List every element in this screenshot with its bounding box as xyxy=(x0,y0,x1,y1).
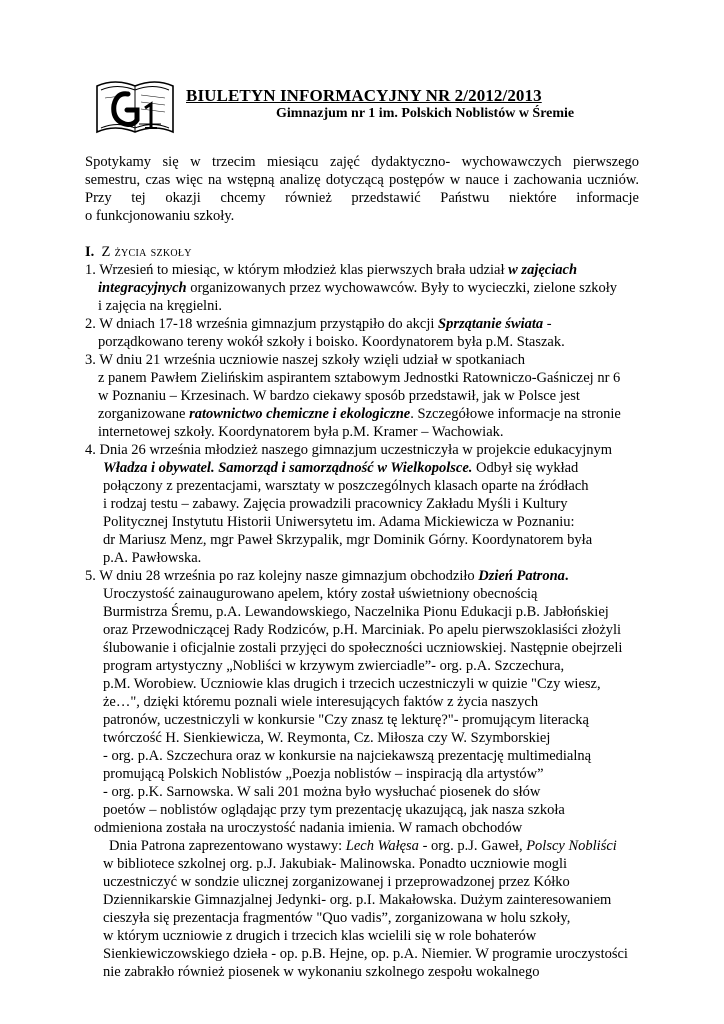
intro-line: Spotykamy się w trzecim miesiącu zajęć dydaktyczno- wychowawczych pierwszego xyxy=(85,154,639,170)
item-text: połączony z prezentacjami, warsztaty w poszczególnych klasach oparte na źródłach xyxy=(103,478,589,494)
item-emphasis: integracyjnych xyxy=(98,280,187,296)
item-text: poetów – noblistów oglądając przy tym prezentację ukazującą, jak nasza szkoła xyxy=(103,802,565,818)
item-emphasis: Lech Wałęsa xyxy=(345,838,419,854)
item-emphasis: Polscy Nobliści xyxy=(526,838,617,854)
intro-line: Przy tej okazji chcemy również przedstawić Państwu niektóre informacje xyxy=(85,190,639,206)
news-list xyxy=(85,261,645,981)
intro-line: semestru, czas więc na wstępną analizę dotyczącą postępów w nauce i zachowania uczniów. xyxy=(85,172,639,188)
item-text: oraz Przewodniczącej Rady Rodziców, p.H. Marciniak. Po apelu pierwszoklasiści złożyli xyxy=(103,622,622,638)
item-text: . Szczegółowe informacje na stronie xyxy=(410,406,621,422)
item-text: p.M. Worobiew. Uczniowie klas drugich i trzecich uczestniczyli w quizie "Czy wiesz, xyxy=(103,676,601,692)
item-text: dr Mariusz Menz, mgr Paweł Skrzypalik, mgr Dominik Górny. Koordynatorem była xyxy=(103,532,593,548)
item-text: 2. W dniach 17-18 września gimnazjum przystąpiło do akcji xyxy=(85,316,439,332)
list-item xyxy=(85,315,645,351)
section-title: Z życia szkoły xyxy=(101,244,192,260)
school-name: Gimnazjum nr 1 im. Polskich Noblistów w Śremie xyxy=(276,106,575,121)
item-text: zorganizowane xyxy=(98,406,190,422)
item-text: Uroczystość zainaugurowano apelem, który został uświetniony obecnością xyxy=(103,586,538,602)
section-number: I. xyxy=(85,244,95,260)
item-text: promującą Polskich Noblistów „Poezja noblistów – inspiracją dla artystów” xyxy=(103,766,544,782)
item-text: odmieniona została na uroczystość nadania imienia. W ramach obchodów xyxy=(94,820,523,836)
item-text: - xyxy=(543,316,552,332)
item-text: w Poznaniu – Krzesinach. W bardzo ciekawy sposób przedstawił, jak w Polsce jest xyxy=(98,388,580,404)
item-text: Politycznej Instytutu Historii Uniwersytetu im. Adama Mickiewicza w Poznaniu: xyxy=(103,514,575,530)
item-text: 4. Dnia 26 września młodzież naszego gimnazjum uczestniczyła w projekcie edukacyjnym xyxy=(85,442,613,458)
item-text: organizowanych przez wychowawców. Były to wycieczki, zielone szkoły xyxy=(186,280,618,296)
item-text: w którym uczniowie z drugich i trzecich klas wcielili się w role bohaterów xyxy=(103,928,537,944)
item-text: uczestniczyć w sondzie ulicznej zorganizowanej i przeprowadzonej przez Kółko xyxy=(103,874,570,890)
item-text: Burmistrza Śremu, p.A. Lewandowskiego, Naczelnika Pionu Edukacji p.B. Jabłońskiej xyxy=(103,604,609,620)
item-text: p.A. Pawłowska. xyxy=(103,550,202,566)
bulletin-title: BIULETYN INFORMACYJNY NR 2/2012/2013 xyxy=(186,86,542,105)
intro-line: o funkcjonowaniu szkoły. xyxy=(85,208,235,224)
item-text: cieszyła się prezentacja fragmentów "Quo vadis”, zorganizowana w holu szkoły, xyxy=(103,910,571,926)
item-text: i zajęcia na kręgielni. xyxy=(98,298,222,314)
list-item xyxy=(85,567,645,981)
item-text: - org. p.A. Szczechura oraz w konkursie na najciekawszą prezentację multimedialną xyxy=(103,748,592,764)
list-item xyxy=(85,261,645,315)
item-text: program artystyczny „Nobliści w krzywym zwierciadle”- org. p.A. Szczechura, xyxy=(103,658,565,674)
item-text: że…", dzięki któremu poznali wiele interesujących faktów z życia naszych xyxy=(103,694,539,710)
item-text: patronów, uczestniczyli w konkursie "Czy znasz tę lekturę?"- promującym literacką xyxy=(103,712,589,728)
item-text: Odbył się wykład xyxy=(472,460,579,476)
item-text: w bibliotece szkolnej org. p.J. Jakubiak- Malinowska. Ponadto uczniowie mogli xyxy=(103,856,568,872)
item-text: ślubowanie i oficjalnie zostali przyjęci do społeczności uczniowskiej. Następnie obejrzeli xyxy=(103,640,623,656)
item-emphasis: Dzień Patrona xyxy=(478,568,565,584)
item-text: internetowej szkoły. Koordynatorem była p.M. Kramer – Wachowiak. xyxy=(98,424,504,440)
item-text: . xyxy=(564,568,569,584)
item-text: - org. p.J. Gaweł, xyxy=(418,838,527,854)
list-item xyxy=(85,351,645,441)
section-heading xyxy=(85,243,192,261)
intro-paragraph xyxy=(85,153,639,225)
item-text: nie zabrakło również piosenek w wykonaniu szkolnego zespołu wokalnego xyxy=(103,964,540,980)
item-text: 1. Wrzesień to miesiąc, w którym młodzież klas pierwszych brała udział xyxy=(85,262,509,278)
item-text: z panem Pawłem Zielińskim aspirantem sztabowym Jednostki Ratowniczo-Gaśniczej nr 6 xyxy=(98,370,621,386)
item-text: 5. W dniu 28 września po raz kolejny nasze gimnazjum obchodziło xyxy=(85,568,479,584)
item-text: porządkowano tereny wokół szkoły i boisko. Koordynatorem była p.M. Staszak. xyxy=(98,334,565,350)
item-emphasis: ratownictwo chemiczne i ekologiczne xyxy=(189,406,411,422)
list-item xyxy=(85,441,645,567)
item-text: Dnia Patrona zaprezentowano wystawy: xyxy=(109,838,346,854)
item-text: - org. p.K. Sarnowska. W sali 201 można było wysłuchać piosenek do słów xyxy=(103,784,541,800)
item-text: twórczość H. Sienkiewicza, W. Reymonta, Cz. Miłosza czy W. Szymborskiej xyxy=(103,730,551,746)
item-emphasis: Władza i obywatel. Samorząd i samorządność w Wielkopolsce. xyxy=(103,460,473,476)
school-logo-icon xyxy=(95,72,175,144)
item-text: i rodzaj testu – zabawy. Zajęcia prowadzili pracownicy Zakładu Myśli i Kultury xyxy=(103,496,568,512)
item-text: Sienkiewiczowskiego dzieła - op. p.B. Hejne, op. p.A. Niemier. W programie uroczystości xyxy=(103,946,628,962)
item-emphasis: Sprzątanie świata xyxy=(438,316,544,332)
item-text: 3. W dniu 21 września uczniowie naszej szkoły wzięli udział w spotkaniach xyxy=(85,352,525,368)
item-text: Dziennikarskie Gimnazjalnej Jedynki- org. p.I. Makałowska. Dużym zainteresowaniem xyxy=(103,892,612,908)
item-emphasis: w zajęciach xyxy=(508,262,578,278)
